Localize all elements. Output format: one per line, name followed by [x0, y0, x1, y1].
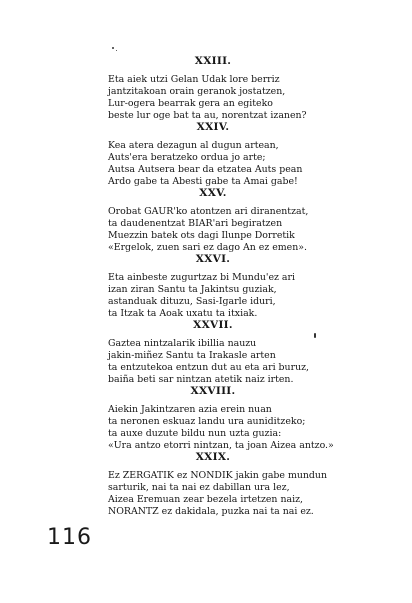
verse-line: ta auxe duzute bildu nun uzta guzia:: [108, 427, 282, 439]
stanza-heading: XXIII.: [194, 55, 232, 67]
verse-line: Autsa Autsera bear da etzatea Auts pean: [108, 163, 303, 175]
stanza-heading: XXIX.: [195, 451, 231, 463]
stanza-27: [108, 319, 408, 386]
stanza-23: [108, 55, 408, 122]
ink-speck: [116, 50, 117, 51]
verse-line: Aiekin Jakintzaren azia erein nuan: [108, 404, 272, 415]
stanza-28: [108, 385, 408, 452]
verse-line: Eta ainbeste zugurtzaz bi Mundu'ez ari: [108, 272, 295, 283]
stanza-heading: XXVII.: [193, 319, 233, 331]
ink-speck: [112, 47, 114, 49]
verse-line: Orobat GAUR'ko atontzen ari diranentzat,: [108, 206, 309, 217]
verse-line: Aizea Eremuan zear bezela irtetzen naiz,: [108, 493, 303, 505]
stanza-heading: XXV.: [199, 187, 227, 199]
stanza-24: [108, 121, 408, 188]
stanza-25: [108, 187, 408, 254]
verse-line: beste lur oge bat ta au, norentzat izanen?: [108, 109, 307, 121]
verse-line: izan ziran Santu ta Jakintsu guziak,: [108, 283, 277, 295]
verse-line: «Ergelok, zuen sari ez dago An ez emen».: [108, 241, 307, 253]
verse-line: ta Itzak ta Aoak uxatu ta itxiak.: [108, 307, 258, 319]
page-number: 116: [47, 525, 92, 550]
verse-line: astanduak dituzu, Sasi-Igarle iduri,: [108, 295, 276, 307]
stanza-heading: XXVIII.: [190, 385, 236, 397]
verse-line: Eta aiek utzi Gelan Udak lore berriz: [108, 74, 280, 85]
verse-line: Kea atera dezagun al dugun artean,: [108, 140, 279, 151]
stanza-heading: XXIV.: [196, 121, 230, 133]
verse-line: Muezzin batek ots dagi Ilunpe Dorretik: [108, 229, 295, 241]
verse-line: ta entzutekoa entzun dut au eta ari buruz,: [108, 361, 310, 373]
verse-line: ta neronen eskuaz landu ura auniditzeko;: [108, 415, 306, 427]
verse-line: Ez ZERGATIK ez NONDIK jakin gabe mundun: [108, 470, 327, 481]
verse-line: jakin-miñez Santu ta Irakasle arten: [108, 349, 276, 361]
verse-line: jantzitakoan orain geranok jostatzen,: [108, 85, 286, 97]
stanza-26: [108, 253, 408, 320]
verse-line: ta daudenentzat BIAR'ari begiratzen: [108, 217, 283, 229]
stanza-29: [108, 451, 408, 518]
verse-line: baiña beti sar nintzan atetik naiz irten.: [108, 373, 294, 385]
stanza-heading: XXVI.: [195, 253, 231, 265]
verse-line: sarturik, nai ta nai ez dabillan ura lez,: [108, 481, 290, 493]
verse-line: Lur-ogera bearrak gera an egiteko: [108, 97, 273, 109]
verse-line: Ardo gabe ta Abesti gabe ta Amai gabe!: [108, 175, 298, 187]
verse-line: «Ura antzo etorri nintzan, ta joan Aizea antzo.»: [108, 439, 334, 451]
verse-line: Gaztea nintzalarik ibillia nauzu: [108, 338, 257, 349]
verse-line: Auts'era beratzeko ordua jo arte;: [108, 151, 266, 163]
verse-line: NORANTZ ez dakidala, puzka nai ta nai ez.: [108, 505, 314, 517]
